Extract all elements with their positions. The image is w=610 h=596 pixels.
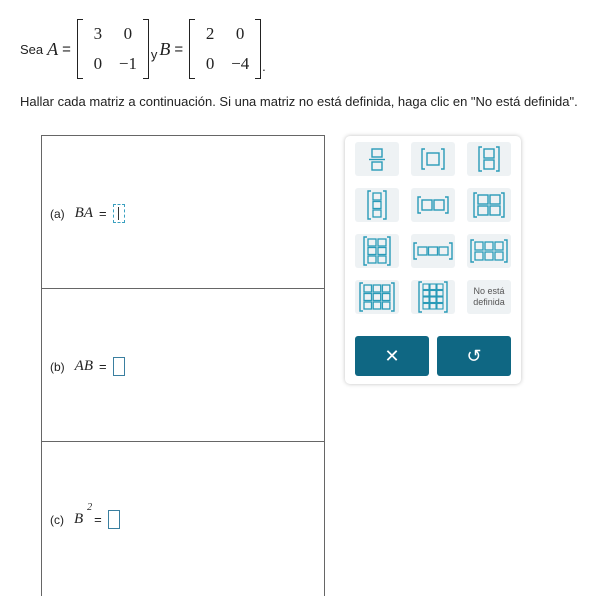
matrix-4x3-button[interactable]: [411, 280, 455, 314]
part-label: (a): [50, 206, 65, 221]
part-expression: AB: [74, 358, 93, 374]
matrix-a-cell: 0: [123, 24, 133, 43]
matrix-b-cell: 2: [205, 24, 215, 43]
instructions-text: Hallar cada matriz a continuación. Si una matriz no está definida, haga clic en "No está definida".: [20, 94, 578, 109]
equals-sign: =: [62, 40, 71, 58]
matrix-1x1-button[interactable]: [411, 142, 455, 176]
matrix-1x2-icon: [417, 196, 449, 214]
matrix-2x1-icon: [478, 146, 500, 172]
matrix-2x2-icon: [473, 192, 505, 218]
part-expression: BA: [74, 205, 93, 221]
exponent: 2: [87, 502, 93, 513]
fraction-button[interactable]: [355, 142, 399, 176]
matrix-b-cell: 0: [235, 24, 245, 43]
matrix-a-cell: −1: [118, 54, 137, 73]
answer-row-c: [42, 441, 324, 594]
matrix-3x2-icon: [363, 236, 391, 266]
matrix-1x3-icon: [413, 242, 453, 260]
matrix-3x1-icon: [367, 190, 387, 220]
equals-sign: =: [94, 512, 102, 527]
matrix-2x3-icon: [470, 239, 508, 263]
answer-row-a: [42, 136, 324, 288]
not-defined-label-line1: No está: [473, 286, 505, 296]
not-defined-button[interactable]: [467, 280, 511, 314]
matrix-2x2-button[interactable]: [467, 188, 511, 222]
matrix-3x1-button[interactable]: [355, 188, 399, 222]
matrix-1x2-button[interactable]: [411, 188, 455, 222]
answer-table: [41, 135, 325, 596]
answer-input-b[interactable]: [113, 357, 125, 376]
answer-input-a[interactable]: [113, 204, 125, 223]
matrix-a: [77, 19, 149, 79]
matrix-4x3-icon: [418, 281, 448, 313]
matrix-a-label: A: [47, 38, 59, 59]
matrix-a-cell: 3: [93, 24, 103, 43]
sea-text: Sea: [20, 41, 44, 57]
answer-row-b: [42, 288, 324, 441]
period: .: [262, 59, 266, 74]
matrix-2x3-button[interactable]: [467, 234, 511, 268]
math-palette: [345, 136, 521, 384]
matrix-b-label: B: [159, 38, 171, 59]
equals-sign: =: [174, 40, 184, 58]
clear-button[interactable]: [355, 336, 429, 376]
not-defined-label-line2: definida: [473, 297, 505, 307]
part-label: (b): [50, 359, 65, 374]
answer-input-c[interactable]: [108, 510, 120, 529]
fraction-icon: [367, 147, 387, 171]
part-label: (c): [50, 512, 64, 527]
matrix-3x3-button[interactable]: [355, 280, 399, 314]
matrix-b-cell: 0: [205, 54, 215, 73]
equals-sign: =: [99, 359, 107, 374]
and-text: y: [150, 47, 158, 62]
matrix-3x2-button[interactable]: [355, 234, 399, 268]
part-expression: B: [74, 511, 84, 527]
undo-button[interactable]: [437, 336, 511, 376]
matrix-2x1-button[interactable]: [467, 142, 511, 176]
matrix-3x3-icon: [359, 282, 395, 312]
matrix-b-cell: −4: [231, 54, 250, 73]
equals-sign: =: [99, 206, 107, 221]
matrix-a-cell: 0: [93, 54, 103, 73]
matrix-1x3-button[interactable]: [411, 234, 455, 268]
close-icon: ✕: [384, 345, 400, 366]
matrix-b: [189, 19, 261, 79]
problem-statement: [20, 18, 266, 80]
undo-icon: ↺: [466, 345, 482, 366]
matrix-1x1-icon: [421, 148, 445, 170]
